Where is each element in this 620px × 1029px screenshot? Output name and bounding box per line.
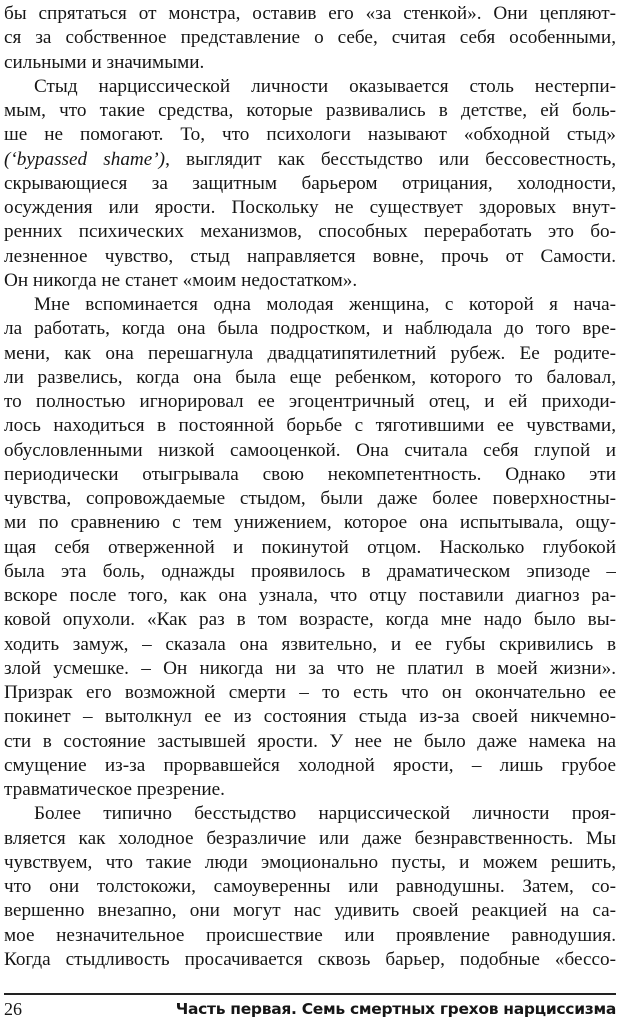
footer-rule (4, 993, 616, 995)
text-line: ли развелись, когда она была еще ребенком, которого то баловал, (4, 366, 616, 388)
text-line: вершенно внезапно, они могут нас удивить своей реакцией на са- (4, 900, 616, 922)
text-line: травматическое презрение. (4, 779, 225, 800)
text-line: лось находиться в постоянной борьбе с тяготившими ее чувствами, (4, 415, 616, 437)
text-line: ренних психических механизмов, способных переработать это бо- (4, 221, 616, 243)
text-line: периодически отыгрывала свою некомпетентность. Однако эти (4, 463, 616, 485)
text-line: осуждения или ярости. Поскольку не существует здоровых внут- (4, 197, 616, 218)
text-line: ми по сравнению с тем унижением, которое она испытывала, ощу- (4, 512, 616, 534)
text-line: то полностью игнорировал ее эгоцентричный отец, и ей приходи- (4, 391, 616, 412)
text-line: ше не помогают. То, что психологи называют «обходной стыд» (4, 124, 616, 146)
text-line: покинет – вытолкнул ее из состояния стыда из-за своей никчемно- (4, 706, 616, 728)
text-line: вскоре после того, как она узнала, что отцу поставили диагноз ра- (4, 585, 616, 606)
text-line: что они толстокожи, самоуверенны или равнодушны. Затем, со- (4, 876, 616, 897)
text-line: скрывающиеся за защитным барьером отрицания, холодности, (4, 172, 616, 194)
text-line: (‘bypassed shame’), выглядит как бесстыдство или бессовестность, (4, 148, 616, 170)
text-line: ла работать, когда она была подростком, и наблюдала до того вре- (4, 318, 616, 340)
text-line: мое незначительное происшествие или проявление равнодушия. (4, 924, 616, 946)
text-line: ся за собственное представление о себе, считая себя особенными, (4, 27, 616, 49)
book-page (4, 0, 616, 1029)
text-line: вляется как холодное безразличие или даже безнравственность. Мы (4, 827, 616, 849)
text-line: чувства, сопровождаемые стыдом, были даже более поверхностны- (4, 488, 616, 509)
text-line: бы спрятаться от монстра, оставив его «за стенкой». Они цепляют- (4, 3, 616, 24)
running-head: Часть первая. Семь смертных грехов нарциссизма (175, 1000, 616, 1018)
text-line: сильными и значимыми. (4, 51, 205, 73)
text-line: злой усмешке. – Он никогда ни за что не платил в моей жизни». (4, 657, 616, 679)
text-line: Он никогда не станет «моим недостатком». (4, 269, 358, 291)
page-number: 26 (4, 999, 22, 1019)
text-line: мым, что такие средства, которые развивались в детстве, ей боль- (4, 100, 616, 121)
text-line: Когда стыдливость просачивается сквозь барьер, подобные «бессо- (4, 948, 616, 970)
text-line: ковой опухоли. «Как раз в том возрасте, когда мне надо было вы- (4, 609, 616, 631)
text-line: Более типично бесстыдство нарциссической личности проя- (34, 803, 616, 825)
text-line: чувствуем, что такие люди эмоционально пусты, и можем решить, (4, 851, 616, 873)
text-line: мени, как она перешагнула двадцатипятилетний рубеж. Ее родите- (4, 342, 616, 364)
text-line: Стыд нарциссической личности оказывается столь нестерпи- (34, 75, 616, 97)
text-line: была эта боль, однажды проявилось в драматическом эпизоде – (4, 560, 616, 582)
text-line: Мне вспоминается одна молодая женщина, с которой я нача- (34, 294, 616, 315)
text-line: обусловленными низкой самооценкой. Она считала себя глупой и (4, 439, 616, 461)
english-term: (‘bypassed shame’) (4, 148, 166, 170)
text-line: Призрак его возможной смерти – то есть что он окончательно ее (4, 682, 616, 703)
text-line: лезненное чувство, стыд направляется вовне, прочь от Самости. (4, 245, 616, 267)
text-line: щая себя отверженной и покинутой отцом. Насколько глубокой (4, 536, 616, 558)
text-line: смущение из-за прорвавшейся холодной ярости, – лишь грубое (4, 754, 616, 776)
text-line: сти в состояние застывшей ярости. У нее не было даже намека на (4, 730, 616, 752)
text-line: ходить замуж, – сказала она язвительно, и ее губы скривились в (4, 633, 616, 655)
